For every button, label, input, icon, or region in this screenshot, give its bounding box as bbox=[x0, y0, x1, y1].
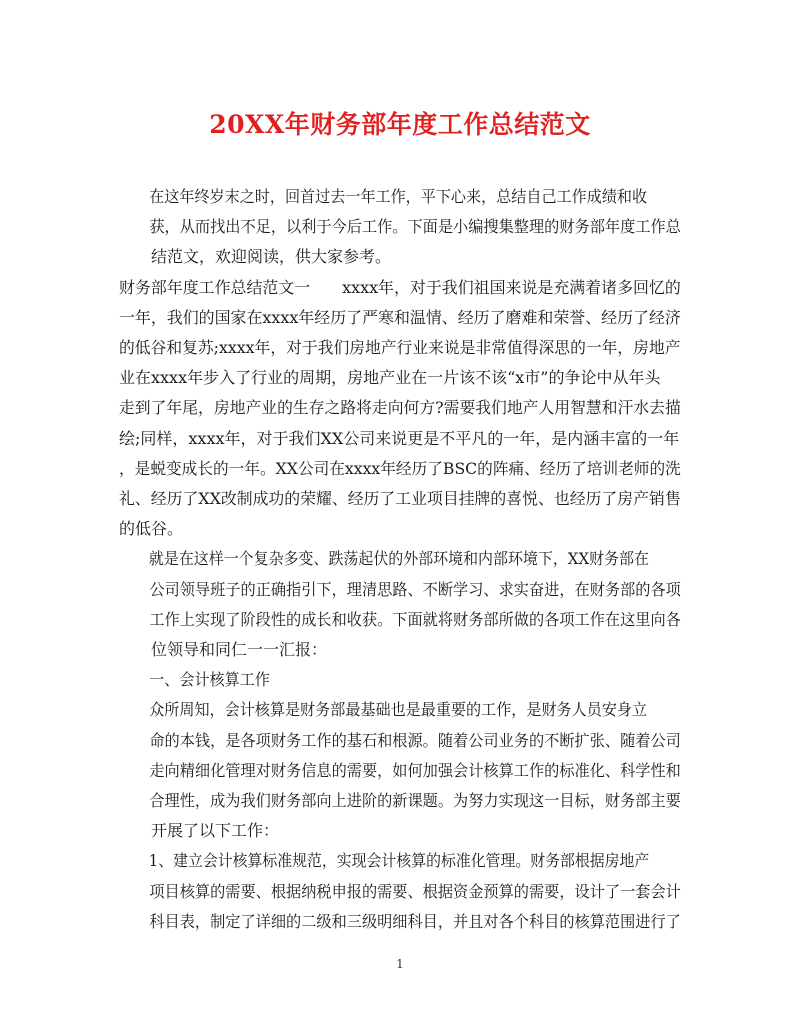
text-line: 走到了年尾，房地产业的生存之路将走向何方?需要我们地产人用智慧和汗水去描 bbox=[119, 398, 681, 418]
heading-line: 一、会计核算工作 bbox=[149, 670, 270, 690]
text-line: 绘;同样，xxxx年，对于我们XX公司来说更是不平凡的一年，是内涵丰富的一年 bbox=[119, 428, 680, 448]
paragraph-environment bbox=[119, 544, 681, 665]
text-line: ，是蜕变成长的一年。XX公司在xxxx年经历了BSC的阵痛、经历了培训老师的洗 bbox=[119, 458, 681, 478]
text-line: 开展了以下工作： bbox=[151, 821, 280, 841]
text-line: 1、建立会计核算标准规范，实现会计核算的标准化管理。财务部根据房地产 bbox=[148, 851, 650, 871]
text-line: 工作上实现了阶段性的成长和收获。下面就将财务部所做的各项工作在这里向各 bbox=[149, 609, 681, 629]
text-line: 科目表，制定了详细的二级和三级明细科目，并且对各个科目的核算范围进行了 bbox=[149, 911, 681, 931]
paragraph-accounting bbox=[119, 695, 681, 846]
text-line: 走向精细化管理对财务信息的需要，如何加强会计核算工作的标准化、科学性和 bbox=[149, 760, 681, 780]
text-line: 合理性，成为我们财务部向上进阶的新课题。为努力实现这一目标，财务部主要 bbox=[149, 791, 681, 811]
text-line: 项目核算的需要、根据纳税申报的需要、根据资金预算的需要，设计了一套会计 bbox=[149, 881, 681, 901]
text-line: 的低谷。 bbox=[119, 519, 184, 539]
text-line: 结范文，欢迎阅读，供大家参考。 bbox=[151, 247, 392, 267]
paragraph-standards bbox=[119, 846, 681, 937]
text-line: 公司领导班子的正确指引下，理清思路、不断学习、求实奋进，在财务部的各项 bbox=[149, 579, 681, 599]
text-line: 的低谷和复苏;xxxx年，对于我们房地产行业来说是非常值得深思的一年，房地产 bbox=[119, 338, 681, 358]
text-line: 礼、经历了XX改制成功的荣耀、经历了工业项目挂牌的喜悦、也经历了房产销售 bbox=[119, 489, 681, 509]
text-line: 就是在这样一个复杂多变、跌荡起伏的外部环境和内部环境下，XX财务部在 bbox=[148, 549, 649, 569]
text-line: 获，从而找出不足，以利于今后工作。下面是小编搜集整理的财务部年度工作总 bbox=[149, 217, 681, 237]
text-line: 在这年终岁末之时，回首过去一年工作，平下心来，总结自己工作成绩和收 bbox=[149, 187, 648, 206]
paragraph-sample-one bbox=[119, 273, 681, 545]
document-body bbox=[119, 182, 681, 937]
text-line: 命的本钱，是各项财务工作的基石和根源。随着公司业务的不断扩张、随着公司 bbox=[149, 730, 681, 750]
paragraph-intro bbox=[119, 182, 681, 273]
text-line: 众所周知，会计核算是财务部最基础也是最重要的工作，是财务人员安身立 bbox=[149, 700, 648, 720]
section-heading-accounting bbox=[119, 665, 681, 695]
text-line: 业在xxxx年步入了行业的周期，房地产业在一片该不该“x市”的争论中从年头 bbox=[119, 368, 661, 388]
document-title: 20XX年财务部年度工作总结范文 bbox=[209, 110, 591, 139]
text-line: 财务部年度工作总结范文一 xxxx年，对于我们祖国来说是充满着诸多回忆的 bbox=[119, 277, 681, 297]
text-line: 位领导和同仁一一汇报： bbox=[151, 640, 328, 660]
text-line: 一年，我们的国家在xxxx年经历了严寒和温情、经历了磨难和荣誉、经历了经济 bbox=[119, 307, 681, 327]
page-number: 1 bbox=[396, 957, 404, 971]
